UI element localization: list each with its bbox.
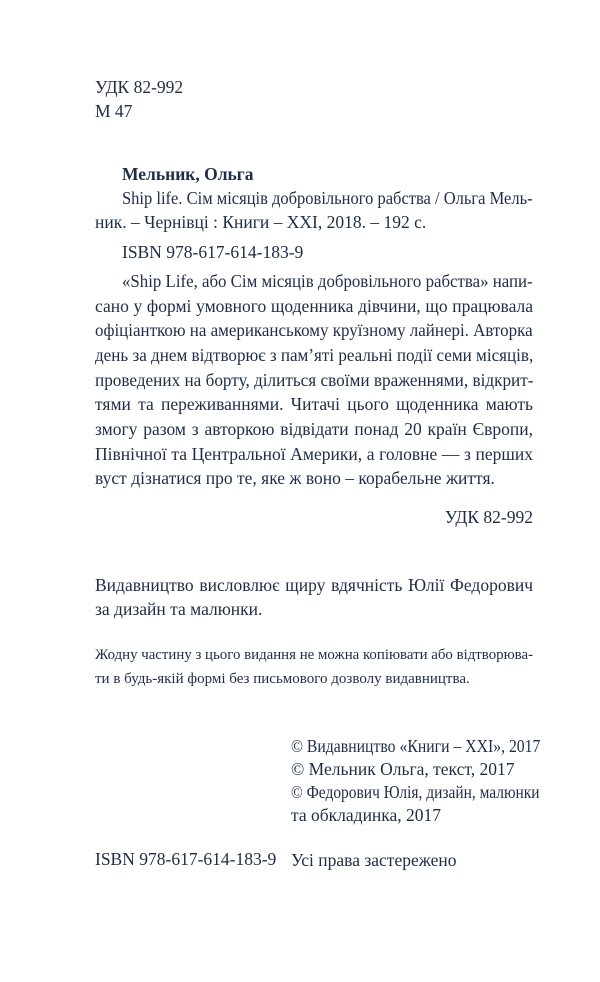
annotation-line: «Ship Life, або Сім місяців добровільного рабства» напи- (122, 271, 533, 291)
bib-line: ник. – Чернівці : Книги – XXI, 2018. – 192 с. (95, 212, 427, 232)
copyright-line: © Федорович Юлія, дизайн, малюнки (291, 782, 540, 802)
rights-notice-line: ти в будь-якій формі без письмового дозволу видавництва. (95, 671, 470, 687)
acknowledgement-line: за дизайн та малюнки. (95, 599, 263, 619)
annotation-line: офіціанткою на американському круїзному лайнері. Авторка (95, 320, 533, 340)
rights-notice-line: Жодну частину з цього видання не можна копіювати або відтворюва- (95, 647, 534, 663)
copyright-line: © Видавництво «Книги – XXI», 2017 (291, 736, 541, 756)
all-rights-reserved: Усі права застережено (291, 850, 457, 870)
annotation-line: тями та переживаннями. Читачі цього щоденника мають (95, 394, 533, 414)
bib-line: Ship life. Сім місяців добровільного рабства / Ольга Мель- (122, 188, 533, 208)
author-mark: М 47 (95, 101, 133, 121)
annotation-line: сано у формі умовного щоденника дівчини, що працювала (95, 296, 533, 316)
bib-isbn: ISBN 978-617-614-183-9 (122, 242, 304, 262)
acknowledgement-line: Видавництво висловлює щиру вдячність Юлії Федорович (95, 575, 533, 595)
udk-footer: УДК 82-992 (444, 507, 533, 527)
bib-author: Мельник, Ольга (122, 164, 254, 184)
udk-code: УДК 82-992 (95, 77, 184, 97)
copyright-line: та обкладинка, 2017 (291, 805, 442, 825)
annotation-line: проведених на борту, ділиться своїми враженнями, відкрит- (95, 370, 534, 390)
copyright-line: © Мельник Ольга, текст, 2017 (291, 759, 515, 779)
annotation-line: змогу разом з авторкою відвідати понад 20 країн Європи, (95, 419, 533, 439)
annotation-line: вуст дізнатися про те, яке ж воно – корабельне життя. (95, 468, 495, 488)
annotation-line: день за днем відтворює з пам’яті реальні події семи місяців, (95, 345, 534, 365)
footer-isbn: ISBN 978-617-614-183-9 (95, 849, 277, 869)
annotation-line: Північної та Центральної Америки, а головне — з перших (95, 444, 533, 464)
